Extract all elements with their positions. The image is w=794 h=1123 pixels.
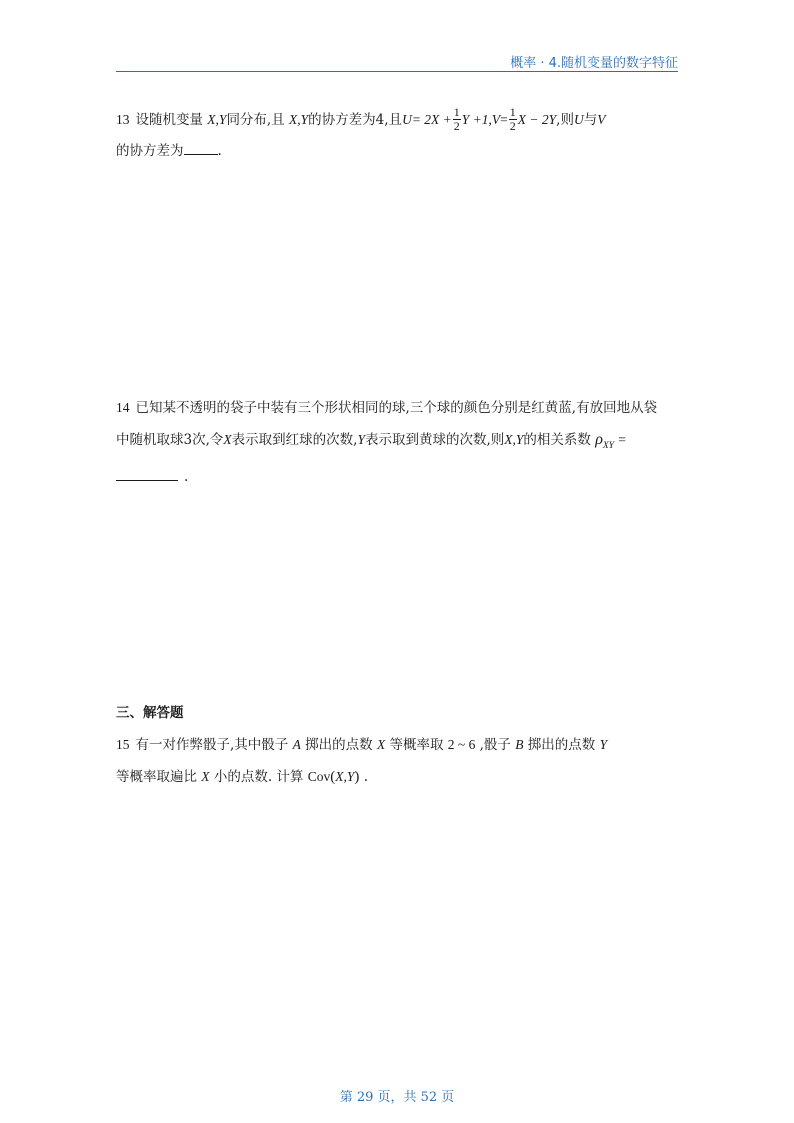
q15-text-3: 等概率取 [389,737,444,753]
q13-eq2: Y +1, [461,112,492,127]
q13-u: U [402,112,412,127]
q15-text-1: 有一对作弊骰子,其中骰子 [135,737,289,753]
question-14-number: 14 [116,400,130,415]
q13-text-3: 的协方差为4,且 [308,112,403,128]
q13-text-1: 设随机变量 [135,112,203,128]
q14-end: . [184,469,189,485]
q13-u-2: U [573,112,584,127]
q14-text-3: 表示取到黄球的次数,则 [364,432,505,448]
q14-rho-subscript: XY [602,441,614,451]
q14-line1-text: 已知某不透明的袋子中装有三个形状相同的球,三个球的颜色分别是红黄蓝,有放回地从袋 [135,400,658,416]
q15-rparen: ) [354,769,360,785]
q13-xy: X,Y [207,112,227,127]
q15-lparen: ( [330,769,336,785]
q13-text-6: 的协方差为 [116,143,184,159]
question-14-line-3 [116,462,678,493]
question-13-line-1 [116,104,678,136]
q14-text-4: 的相关系数 [523,432,591,448]
question-13-line-2 [116,136,678,167]
question-13 [116,104,678,167]
question-15-number: 15 [116,737,130,752]
q14-eq: = [618,432,626,447]
q15-y: Y [599,737,608,752]
q15-x: X [376,737,386,752]
header-rule [116,71,678,72]
q13-frac1-num: 1 [453,105,460,119]
q13-xy-2: X,Y [289,112,309,127]
q13-eq1: = 2X + [411,112,452,127]
question-15 [116,729,678,793]
q15-range: 2 ~ 6 [447,737,476,752]
section-3-heading [116,698,678,729]
q13-frac1-den: 2 [453,119,460,133]
page-number-footer: 第 29 页，共 52 页 [339,1090,455,1105]
q15-xy: X,Y [335,769,355,784]
q15-text-4: ,骰子 [479,737,511,753]
q14-x: X [223,432,232,447]
q14-rho-symbol: ρ [595,431,603,448]
q14-text-1: 中随机取球3次,令 [116,432,224,448]
q13-text-2: 同分布,且 [226,112,285,128]
q15-x-2: X [201,769,210,784]
q15-text-5: 掷出的点数 [527,737,596,753]
question-15-line-1 [116,729,678,761]
q13-frac2-den: 2 [509,119,516,133]
question-14-line-1 [116,392,678,424]
q13-end: . [217,143,222,159]
q13-fraction-half-1 [453,106,461,133]
q13-answer-blank[interactable] [184,140,218,155]
q15-b: B [515,737,524,752]
question-14-line-2 [116,424,678,462]
q13-frac2-num: 1 [509,105,516,119]
q13-fraction-half-2 [509,106,517,133]
q14-y: Y [357,432,365,447]
q13-eq4: X − 2Y [517,112,557,127]
q15-text-7: 小的点数. 计算 [213,769,304,785]
q15-cov: Cov [307,769,331,784]
section-3-title: 三、解答题 [116,705,184,721]
q13-v-2: V [597,112,606,127]
q15-end: . [363,769,368,785]
q15-text-6: 等概率取遍比 [116,769,197,785]
q13-v: V [491,112,501,127]
q15-text-2: 掷出的点数 [305,737,373,753]
q13-text-5: 与 [583,112,598,128]
q13-text-4: ,则 [556,112,574,128]
q13-eq3: = [500,112,508,127]
question-13-number: 13 [116,112,130,127]
q14-answer-blank[interactable] [116,466,178,481]
q14-xy: X,Y [504,432,524,447]
q14-text-2: 表示取到红球的次数, [231,432,358,448]
q15-a: A [292,737,301,752]
header-title: 概率 · 4.随机变量的数字特征 [510,56,678,71]
question-14 [116,392,678,493]
question-15-line-2 [116,761,678,793]
